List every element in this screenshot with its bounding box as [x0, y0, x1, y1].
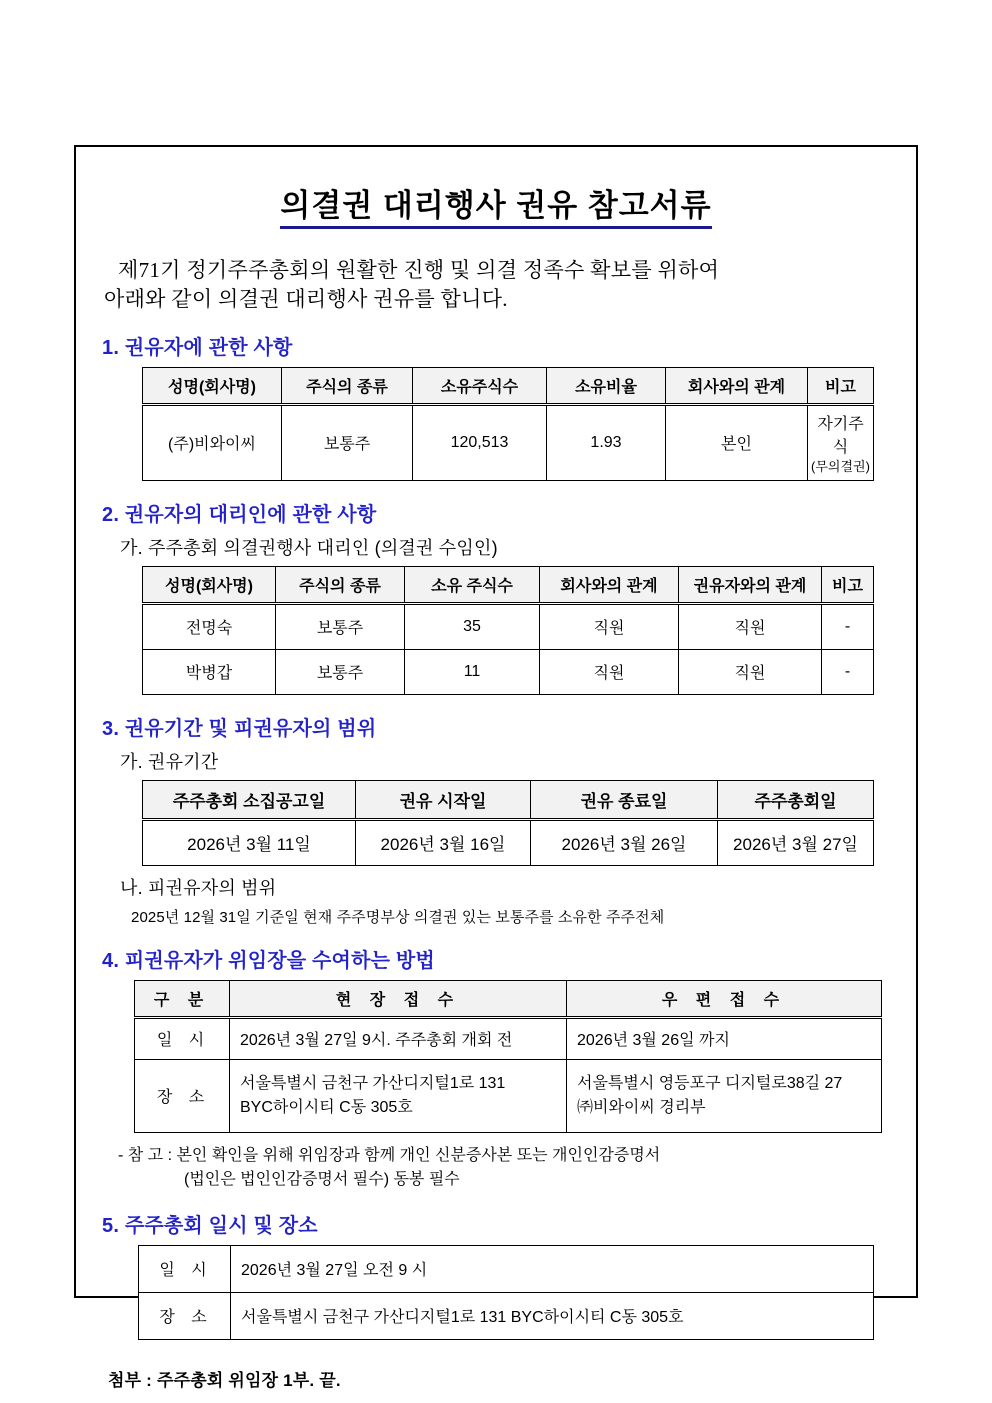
- cell-company-relation: 직원: [540, 649, 679, 694]
- cell-share-count: 11: [405, 649, 540, 694]
- cell-row-label-datetime: 일 시: [135, 1017, 230, 1059]
- col-header-note: 비고: [808, 367, 874, 404]
- table-row: [143, 404, 874, 480]
- cell-meeting-date: 2026년 3월 27일: [718, 819, 874, 865]
- submission-method-table: [134, 980, 882, 1133]
- table-row: [135, 1017, 882, 1059]
- cell-row-label-place: 장 소: [135, 1059, 230, 1132]
- cell-note: -: [822, 649, 874, 694]
- cell-row-label-datetime: 일 시: [139, 1245, 231, 1292]
- col-header-share-count: 소유주식수: [413, 367, 547, 404]
- cell-notice-date: 2026년 3월 11일: [143, 819, 356, 865]
- col-header-mail: 우 편 접 수: [567, 980, 882, 1017]
- document-page-frame: [74, 145, 918, 1390]
- cell-share-type: 보통주: [282, 404, 413, 480]
- section-3-heading: 3. 권유기간 및 피권유자의 범위: [102, 717, 377, 740]
- col-header-end-date: 권유 종료일: [531, 780, 718, 819]
- cell-name: 전명숙: [143, 603, 276, 649]
- cell-onsite-datetime: 2026년 3월 27일 9시. 주주총회 개회 전: [230, 1017, 567, 1059]
- intro-paragraph: [104, 256, 882, 314]
- col-header-name: 성명(회사명): [143, 566, 276, 603]
- col-header-note: 비고: [822, 566, 874, 603]
- section-4-note-line-2: (법인은 법인인감증명서 필수) 동봉 필수: [184, 1170, 460, 1188]
- cell-share-count: 35: [405, 603, 540, 649]
- section-3-scope-text: 2025년 12월 31일 기준일 현재 주주명부상 의결권 있는 보통주를 소유한 주주전체: [131, 908, 665, 926]
- table-header-row: [143, 780, 874, 819]
- table-header-row: [143, 367, 874, 404]
- cell-onsite-place: [230, 1059, 567, 1132]
- cell-name: 박병갑: [143, 649, 276, 694]
- col-header-solicitor-relation: 권유자와의 관계: [679, 566, 822, 603]
- proxy-table: [142, 566, 874, 695]
- cell-end-date: 2026년 3월 26일: [531, 819, 718, 865]
- col-header-meeting-date: 주주총회일: [718, 780, 874, 819]
- section-4-note: [118, 1144, 916, 1192]
- intro-line-2: 아래와 같이 의결권 대리행사 권유를 합니다.: [104, 286, 508, 311]
- table-row: [139, 1245, 874, 1292]
- attachment-note: 첨부 : 주주총회 위임장 1부. 끝.: [108, 1370, 341, 1390]
- solicitor-table: [142, 367, 874, 481]
- col-header-name: 성명(회사명): [143, 367, 282, 404]
- cell-share-type: 보통주: [276, 649, 405, 694]
- col-header-share-count: 소유 주식수: [405, 566, 540, 603]
- section-3-sub-heading-b: 나. 피권유자의 범위: [120, 877, 277, 898]
- document-body: [76, 180, 916, 1390]
- col-header-company-relation: 회사와의 관계: [540, 566, 679, 603]
- cell-note-main: 자기주식: [817, 415, 864, 456]
- onsite-address-line-2: BYC하이시티 C동 305호: [240, 1098, 413, 1116]
- table-header-row: [135, 980, 882, 1017]
- cell-company-relation: 직원: [540, 603, 679, 649]
- col-header-category: 구 분: [135, 980, 230, 1017]
- cell-row-label-place: 장 소: [139, 1292, 231, 1339]
- table-header-row: [143, 566, 874, 603]
- cell-name: (주)비와이씨: [143, 404, 282, 480]
- cell-meeting-datetime: 2026년 3월 27일 오전 9 시: [231, 1245, 874, 1292]
- solicitation-period-table: [142, 780, 874, 866]
- col-header-ratio: 소유비율: [547, 367, 666, 404]
- table-row: [135, 1059, 882, 1132]
- cell-note: [808, 404, 874, 480]
- page-title-text: 의결권 대리행사 권유 참고서류: [280, 188, 711, 229]
- col-header-relation: 회사와의 관계: [666, 367, 808, 404]
- cell-start-date: 2026년 3월 16일: [356, 819, 531, 865]
- section-4-heading: 4. 피권유자가 위임장을 수여하는 방법: [102, 949, 435, 972]
- col-header-onsite: 현 장 접 수: [230, 980, 567, 1017]
- section-3-sub-heading-a: 가. 권유기간: [120, 751, 219, 772]
- cell-meeting-place: 서울특별시 금천구 가산디지털1로 131 BYC하이시티 C동 305호: [231, 1292, 874, 1339]
- cell-note-sub: (무의결권): [811, 458, 870, 474]
- section-2-sub-heading: 가. 주주총회 의결권행사 대리인 (의결권 수임인): [120, 537, 498, 558]
- section-2-heading: 2. 권유자의 대리인에 관한 사항: [102, 503, 377, 526]
- table-row: [143, 649, 874, 694]
- col-header-share-type: 주식의 종류: [282, 367, 413, 404]
- section-4-note-line-1: - 참 고 : 본인 확인을 위해 위임장과 함께 개인 신분증사본 또는 개인인감증명서: [118, 1146, 661, 1164]
- cell-solicitor-relation: 직원: [679, 603, 822, 649]
- section-1-heading: 1. 권유자에 관한 사항: [102, 336, 293, 359]
- cell-mail-place: [567, 1059, 882, 1132]
- section-5-heading: 5. 주주총회 일시 및 장소: [102, 1214, 318, 1237]
- cell-note: -: [822, 603, 874, 649]
- cell-share-count: 120,513: [413, 404, 547, 480]
- onsite-address-line-1: 서울특별시 금천구 가산디지털1로 131: [240, 1074, 506, 1092]
- col-header-notice-date: 주주총회 소집공고일: [143, 780, 356, 819]
- cell-mail-datetime: 2026년 3월 26일 까지: [567, 1017, 882, 1059]
- cell-share-type: 보통주: [276, 603, 405, 649]
- table-row: [139, 1292, 874, 1339]
- col-header-share-type: 주식의 종류: [276, 566, 405, 603]
- intro-line-1: 제71기 정기주주총회의 원활한 진행 및 의결 정족수 확보를 위하여: [118, 258, 720, 282]
- table-row: [143, 819, 874, 865]
- mail-address-line-2: ㈜비와이씨 경리부: [577, 1098, 706, 1116]
- meeting-info-table: [138, 1245, 874, 1340]
- col-header-start-date: 권유 시작일: [356, 780, 531, 819]
- page-title: [76, 180, 916, 225]
- cell-ratio: 1.93: [547, 404, 666, 480]
- cell-solicitor-relation: 직원: [679, 649, 822, 694]
- cell-relation: 본인: [666, 404, 808, 480]
- mail-address-line-1: 서울특별시 영등포구 디지털로38길 27: [577, 1074, 843, 1092]
- table-row: [143, 603, 874, 649]
